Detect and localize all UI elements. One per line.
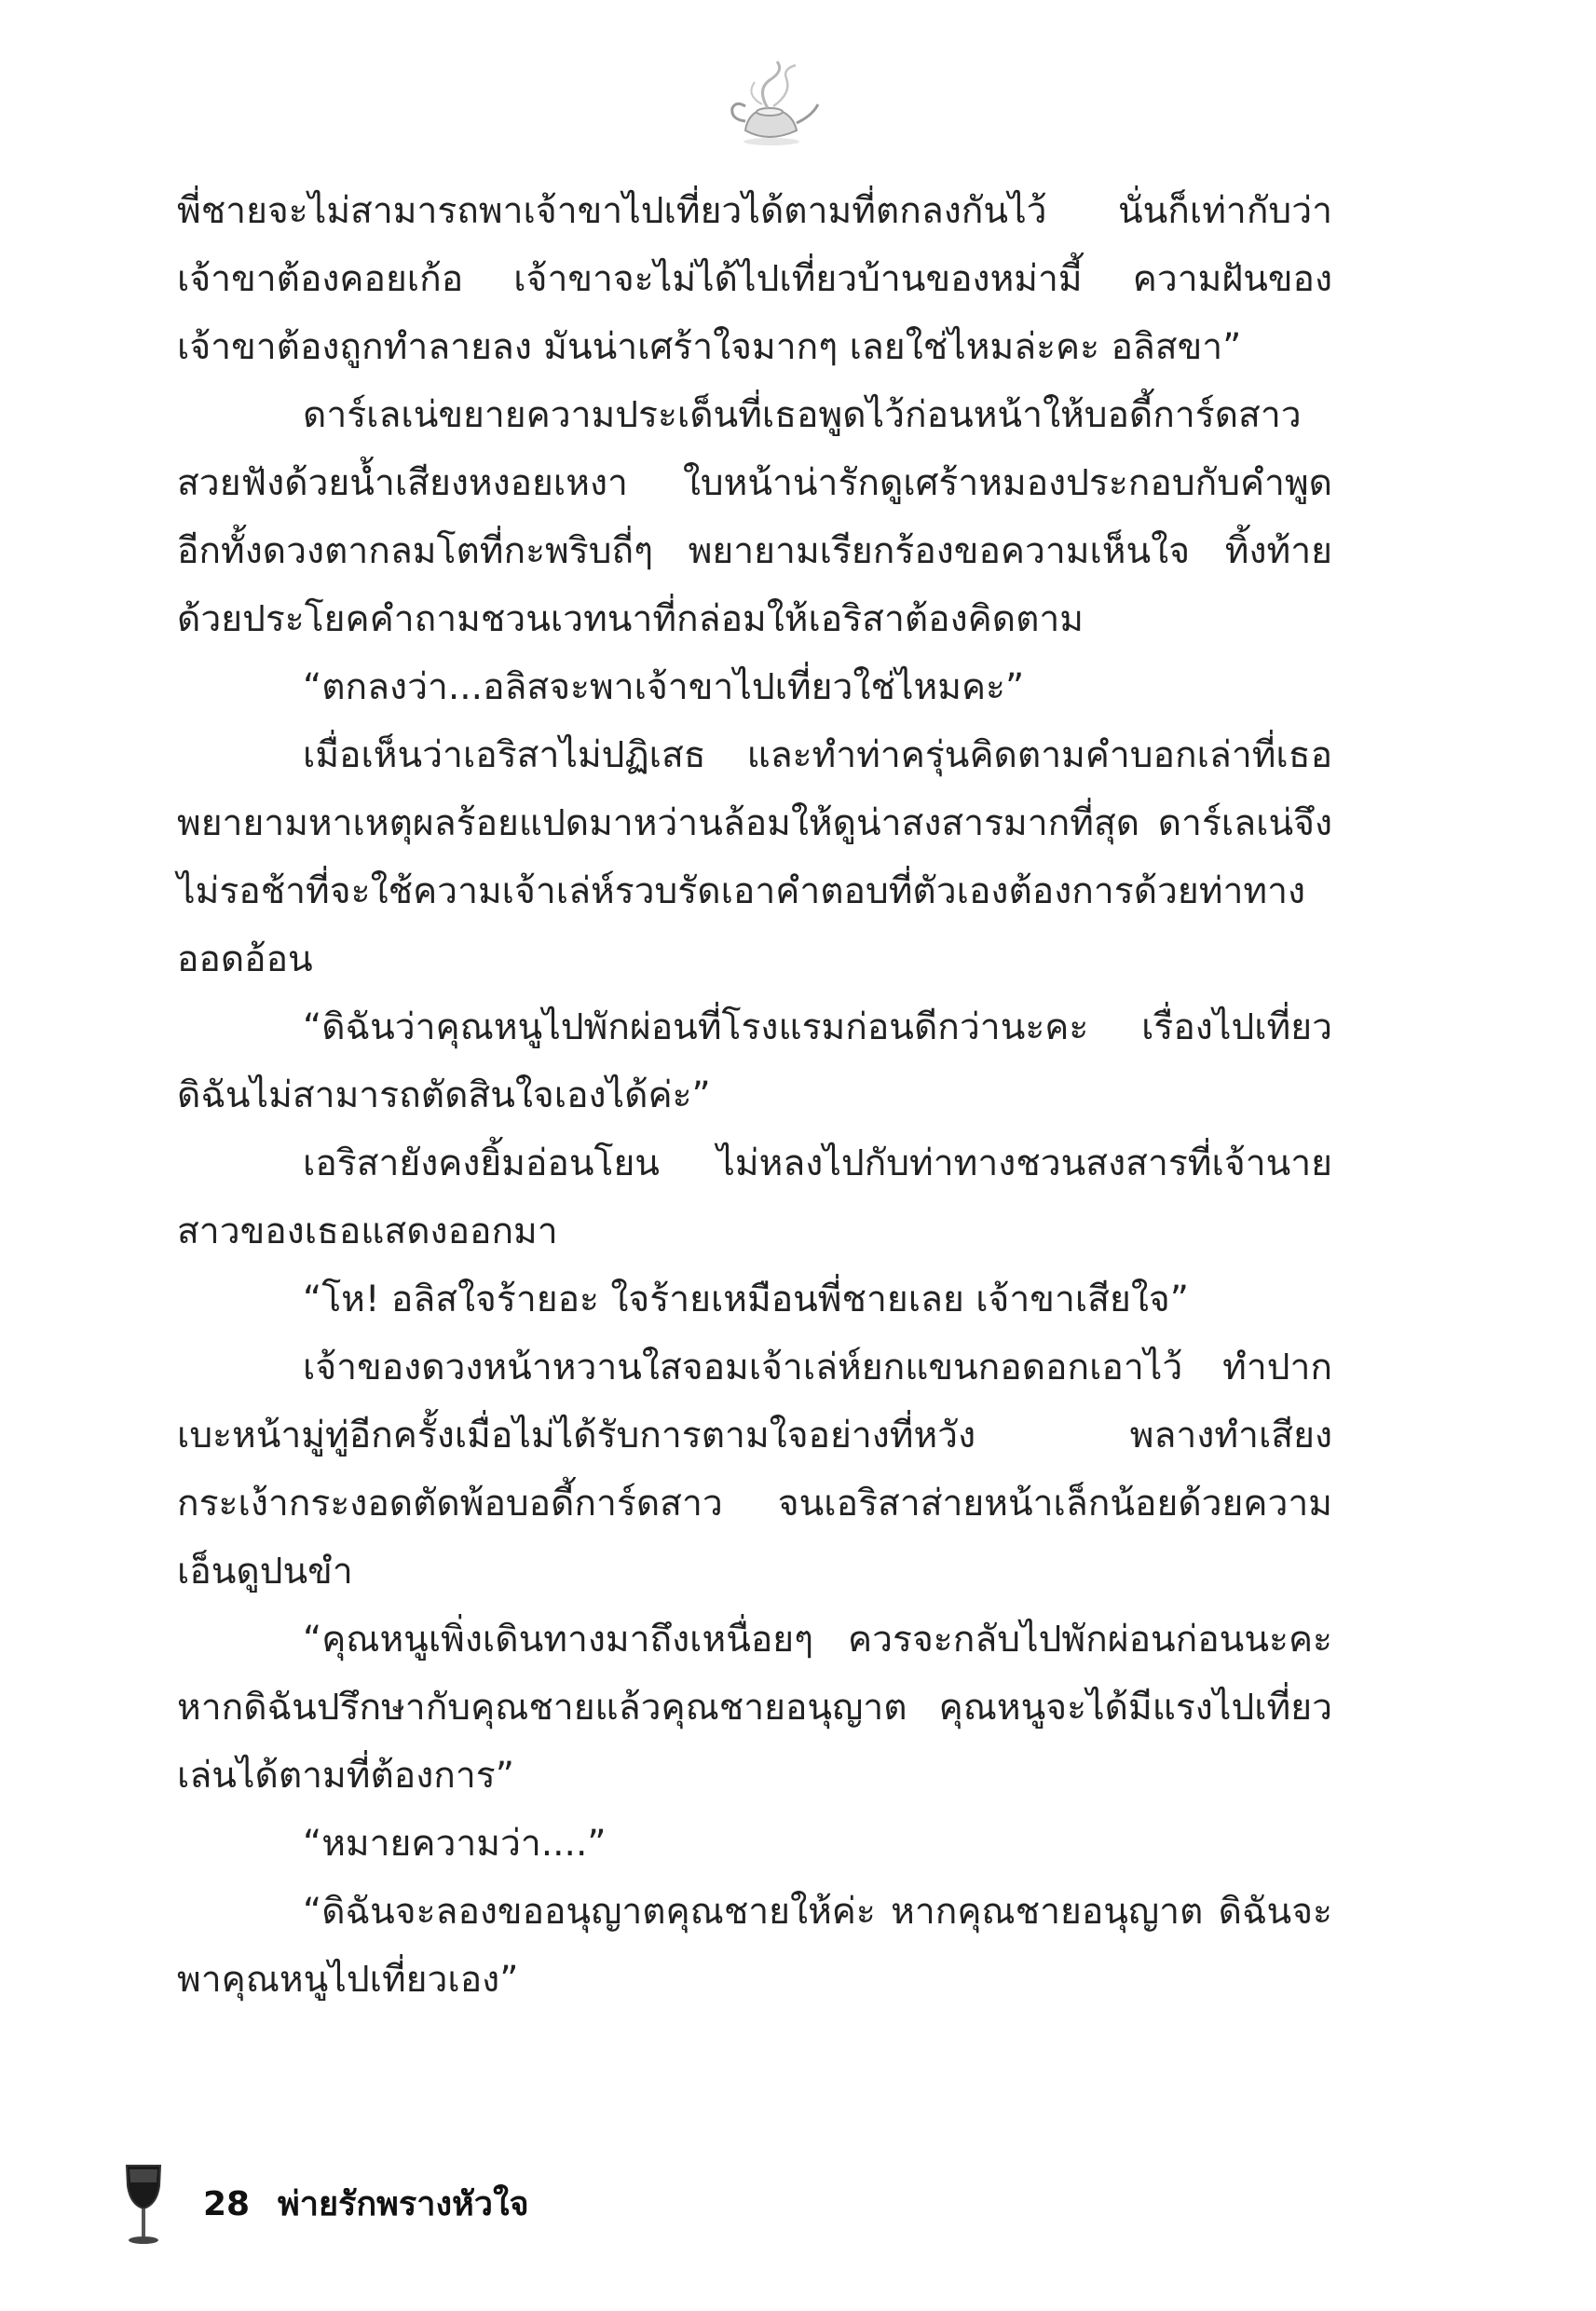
chapter-body-text [177,177,1332,2014]
book-title: พ่ายรักพรางหัวใจ [278,2185,529,2223]
paragraph: “หมายความว่า....” [303,1823,607,1865]
paragraph: พี่ชายจะไม่สามารถพาเจ้าขาไปเที่ยวได้ตามที่ตกลงกันไว้ นั่นก็เท่ากับว่าเจ้าขาต้องคอยเก้อ เจ้าขาจะไม่ได้ไปเที่ยวบ้านของหม่ามี้ ความฝันของเจ้าขาต้องถูกทำลายลง มันน่าเศร้าใจมากๆ เลยใช่ไหมล่ะคะ อลิสขา” [177,190,1332,368]
paragraph: เอริสายังคงยิ้มอ่อนโยน ไม่หลงไปกับท่าทางชวนสงสารที่เจ้านายสาวของเธอแสดงออกมา [177,1142,1332,1252]
paragraph: เมื่อเห็นว่าเอริสาไม่ปฏิเสธ และทำท่าครุ่นคิดตามคำบอกเล่าที่เธอพยายามหาเหตุผลร้อยแปดมาหว่านล้อมให้ดูน่าสงสารมากที่สุด ดาร์เลเน่จึงไม่รอช้าที่จะใช้ความเจ้าเล่ห์รวบรัดเอาคำตอบที่ตัวเองต้องการด้วยท่าทางออดอ้อน [177,734,1332,980]
teapot-swirl-icon [708,58,829,151]
paragraph: เจ้าของดวงหน้าหวานใสจอมเจ้าเล่ห์ยกแขนกอดอกเอาไว้ ทำปากเบะหน้ามู่ทู่อีกครั้งเมื่อไม่ได้รับการตามใจอย่างที่หวัง พลางทำเสียงกระเง้ากระงอดตัดพ้อบอดี้การ์ดสาว จนเอริสาส่ายหน้าเล็กน้อยด้วยความเอ็นดูปนขำ [177,1347,1332,1593]
wine-glass-icon [121,2162,166,2246]
paragraph: “ตกลงว่า...อลิสจะพาเจ้าขาไปเที่ยวใช่ไหมคะ” [303,666,1025,708]
page-number: 28 [203,2185,251,2223]
paragraph: “คุณหนูเพิ่งเดินทางมาถึงเหนื่อยๆ ควรจะกลับไปพักผ่อนก่อนนะคะ หากดิฉันปรึกษากับคุณชายแล้วคุณชายอนุญาต คุณหนูจะได้มีแรงไปเที่ยวเล่นได้ตามที่ต้องการ” [177,1619,1332,1797]
paragraph: “ดิฉันว่าคุณหนูไปพักผ่อนที่โรงแรมก่อนดีกว่านะคะ เรื่องไปเที่ยวดิฉันไม่สามารถตัดสินใจเองได้ค่ะ” [177,1006,1332,1116]
paragraph: “ดิฉันจะลองขออนุญาตคุณชายให้ค่ะ หากคุณชายอนุญาต ดิฉันจะพาคุณหนูไปเที่ยวเอง” [177,1891,1332,2001]
page-footer [121,2162,960,2246]
paragraph: “โห! อลิสใจร้ายอะ ใจร้ายเหมือนพี่ชายเลย เจ้าขาเสียใจ” [303,1279,1189,1320]
paragraph: ดาร์เลเน่ขยายความประเด็นที่เธอพูดไว้ก่อนหน้าให้บอดี้การ์ดสาวสวยฟังด้วยน้ำเสียงหงอยเหงา ใบหน้าน่ารักดูเศร้าหมองประกอบกับคำพูด อีกทั้งดวงตากลมโตที่กะพริบถี่ๆ พยายามเรียกร้องขอความเห็นใจ ทิ้งท้ายด้วยประโยคคำถามชวนเวทนาที่กล่อมให้เอริสาต้องคิดตาม [177,394,1332,640]
